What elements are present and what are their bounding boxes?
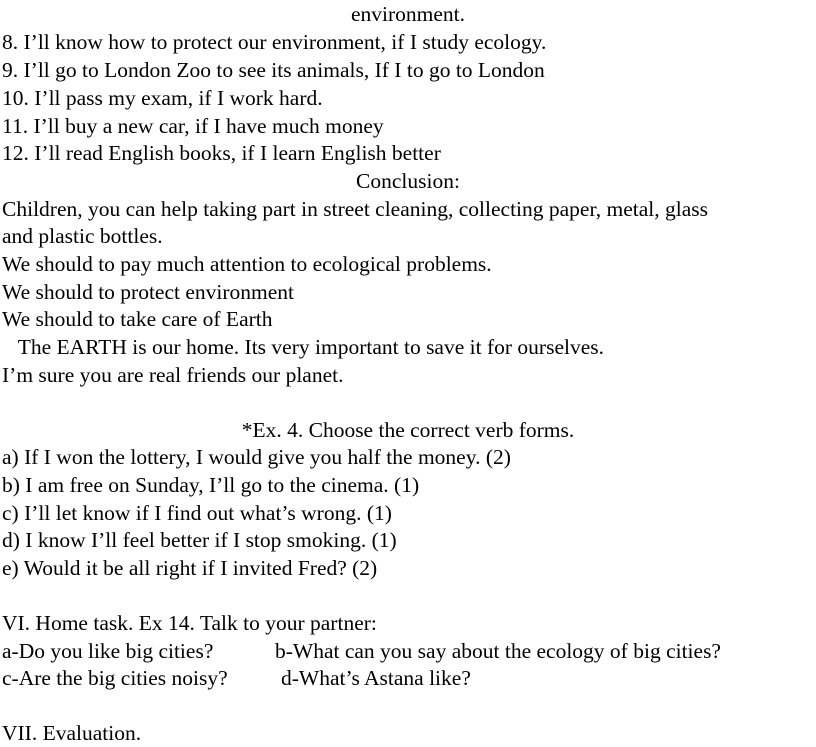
conclusion-line-7: I’m sure you are real friends our planet. <box>2 363 344 387</box>
home-task-heading: VI. Home task. Ex 14. Talk to your partner: <box>2 611 377 635</box>
exercise-item-b: b) I am free on Sunday, I’ll go to the cinema. (1) <box>2 473 420 497</box>
sentence-10: 10. I’ll pass my exam, if I work hard. <box>2 86 323 110</box>
sentence-12: 12. I’ll read English books, if I learn English better <box>2 141 441 165</box>
conclusion-line-5: We should to take care of Earth <box>2 307 273 331</box>
question-a: a-Do you like big cities? <box>2 639 214 663</box>
question-c: c-Are the big cities noisy? <box>2 666 228 690</box>
conclusion-heading: Conclusion: <box>356 169 460 193</box>
exercise-heading: *Ex. 4. Choose the correct verb forms. <box>241 418 575 442</box>
conclusion-line-3: We should to pay much attention to ecological problems. <box>2 252 492 276</box>
sentence-8: 8. I’ll know how to protect our environment, if I study ecology. <box>2 30 547 54</box>
question-d: d-What’s Astana like? <box>281 666 471 690</box>
conclusion-line-4: We should to protect environment <box>2 280 295 304</box>
evaluation-heading: VII. Evaluation. <box>2 721 142 745</box>
sentence-11: 11. I’ll buy a new car, if I have much money <box>2 114 384 138</box>
exercise-item-c: c) I’ll let know if I find out what’s wrong. (1) <box>2 501 392 525</box>
conclusion-line-6: The EARTH is our home. Its very important to save it for ourselves. <box>2 335 604 359</box>
exercise-item-d: d) I know I’ll feel better if I stop smoking. (1) <box>2 528 397 552</box>
exercise-item-e: e) Would it be all right if I invited Fred? (2) <box>2 556 378 580</box>
text-line-environment: environment. <box>350 2 466 26</box>
home-task-questions-row-1 <box>2 637 816 665</box>
conclusion-line-1: Children, you can help taking part in street cleaning, collecting paper, metal, glass <box>2 197 709 221</box>
exercise-item-a: a) If I won the lottery, I would give you half the money. (2) <box>2 445 511 469</box>
home-task-questions-row-2 <box>2 664 816 692</box>
sentence-9: 9. I’ll go to London Zoo to see its animals, If I to go to London <box>2 58 545 82</box>
conclusion-line-2: and plastic bottles. <box>2 224 163 248</box>
question-b: b-What can you say about the ecology of big cities? <box>275 639 721 663</box>
